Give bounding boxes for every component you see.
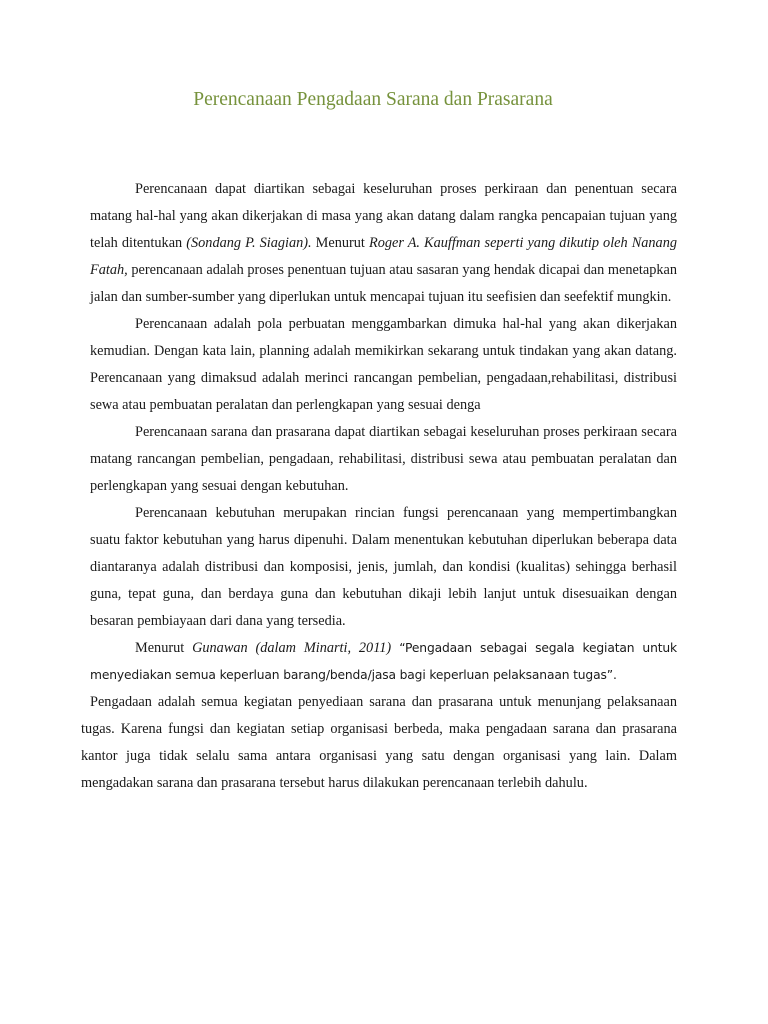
quotation: “Pengadaan sebagai segala kegiatan untuk menyediakan semua keperluan barang/benda/jasa bagi keperluan pelaksanaan tugas”. [90,641,677,682]
paragraph-1-text-e: perencanaan adalah proses penentuan tujuan atau sasaran yang hendak dicapai dan menetapkan jalan dan sumber-sumber yang diperlukan untuk mencapai tujuan itu seefisien dan seefektif mungkin. [90,262,677,305]
citation-gunawan: Gunawan (dalam Minarti, 2011) [192,640,392,656]
paragraph-1 [90,176,677,311]
paragraph-5-text-a: Menurut [135,640,193,656]
page-title: Perencanaan Pengadaan Sarana dan Prasarana [193,89,553,110]
document-body [81,176,677,797]
citation-siagian: (Sondang P. Siagian). [186,235,312,251]
paragraph-1-text-c: Menurut [311,235,369,251]
paragraph-3: Perencanaan sarana dan prasarana dapat diartikan sebagai keseluruhan proses perkiraan secara matang rancangan pembelian, pengadaan, rehabilitasi, distribusi sewa atau pembuatan peralatan dan perlengkapan yang sesuai dengan kebutuhan. [90,424,677,494]
paragraph-5 [90,635,677,689]
paragraph-1-text-a: Perencanaan dapat diartikan sebagai keseluruhan proses perkiraan dan penentuan secara matang hal-hal yang akan dikerjakan di masa yang akan datang dalam rangka pencapaian tujuan yang telah ditentukan [90,181,677,251]
paragraph-6: Pengadaan adalah semua kegiatan penyediaan sarana dan prasarana untuk menunjang pelaksanaan tugas. Karena fungsi dan kegiatan setiap organisasi berbeda, maka pengadaan sarana dan prasarana kantor juga tidak selalu sama antara organisasi yang satu dengan organisasi yang lain. Dalam mengadakan sarana dan prasarana tersebut harus dilakukan perencanaan terlebih dahulu. [81,694,677,791]
citation-kauffman: Roger A. Kauffman seperti yang dikutip oleh Nanang Fatah, [90,235,677,278]
paragraph-2: Perencanaan adalah pola perbuatan menggambarkan dimuka hal-hal yang akan dikerjakan kemudian. Dengan kata lain, planning adalah memikirkan sekarang untuk tindakan yang akan datang. Perencanaan yang dimaksud adalah merinci rancangan pembelian, pengadaan,rehabilitasi, distribusi sewa atau pembuatan peralatan dan perlengkapan yang sesuai denga [90,316,677,413]
paragraph-4: Perencanaan kebutuhan merupakan rincian fungsi perencanaan yang mempertimbangkan suatu faktor kebutuhan yang harus dipenuhi. Dalam menentukan kebutuhan diperlukan beberapa data diantaranya adalah distribusi dan komposisi, jenis, jumlah, dan kondisi (kualitas) sehingga berhasil guna, tepat guna, dan berdaya guna dan kebutuhan dikaji lebih lanjut untuk disesuaikan dengan besaran pembiayaan dari dana yang tersedia. [90,505,677,629]
